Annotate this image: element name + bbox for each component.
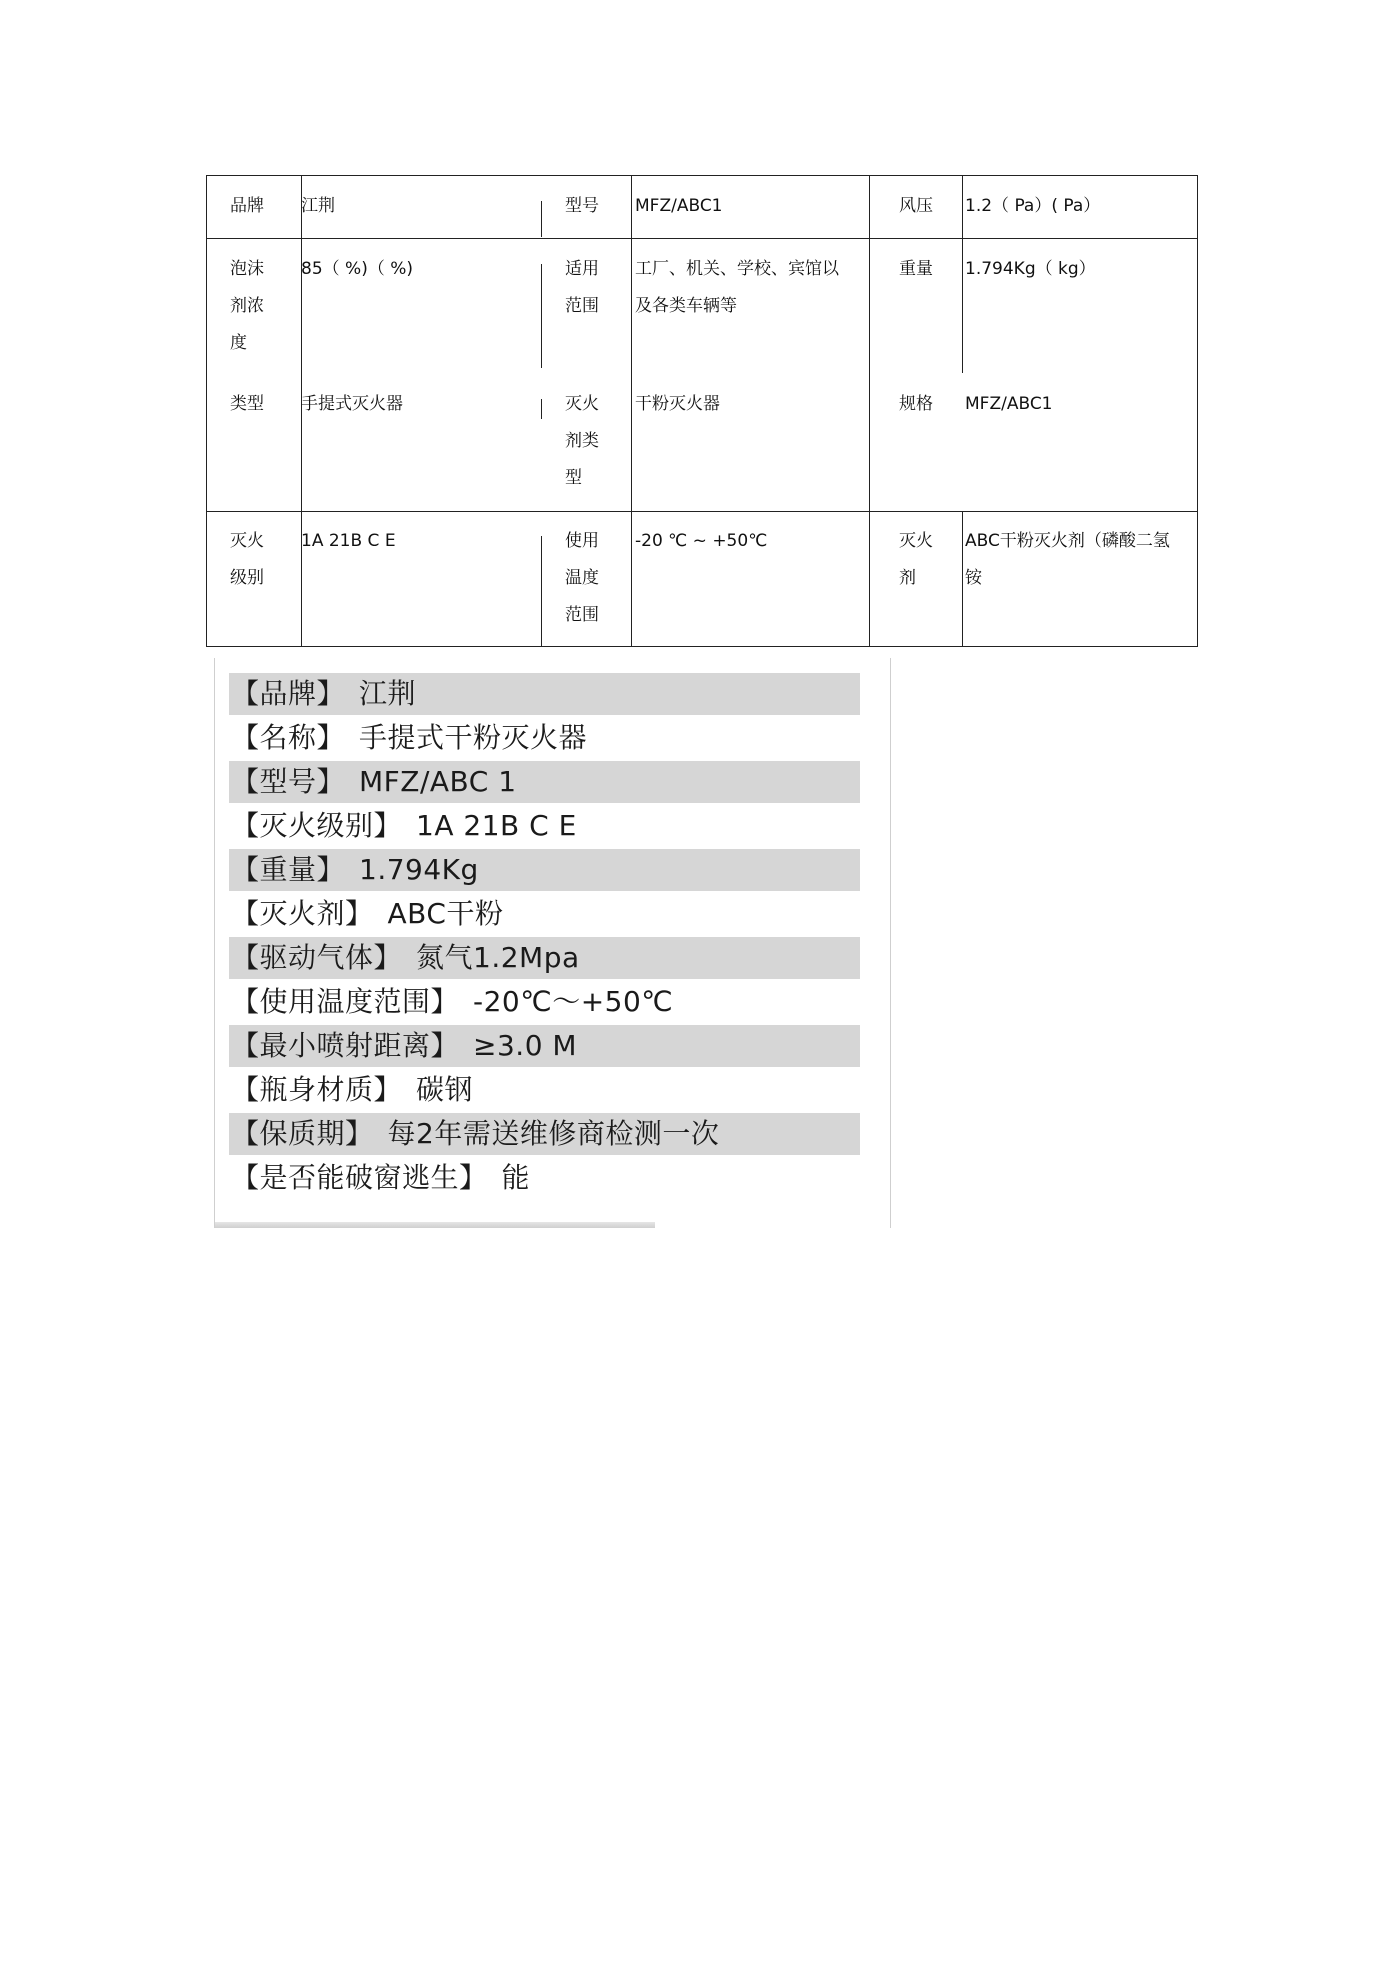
spec-value: 手提式干粉灭火器 bbox=[359, 721, 588, 754]
table-column-divider bbox=[631, 176, 632, 646]
spec-line-window-break bbox=[229, 1157, 860, 1199]
table-label: 重量 bbox=[899, 259, 933, 279]
spec-key: 【是否能破窗逃生】 bbox=[231, 1161, 488, 1194]
spec-line-warranty bbox=[229, 1113, 860, 1155]
table-value: 手提式灭火器 bbox=[301, 394, 403, 414]
spec-line-name bbox=[229, 717, 860, 759]
table-column-divider bbox=[962, 511, 963, 646]
spec-value: 每2年需送维修商检测一次 bbox=[387, 1117, 720, 1150]
spec-key: 【品牌】 bbox=[231, 677, 346, 710]
spec-key: 【型号】 bbox=[231, 765, 346, 798]
spec-line-range bbox=[229, 1025, 860, 1067]
table-value: -20 ℃ ~ +50℃ bbox=[635, 531, 768, 551]
spec-value: MFZ/ABC 1 bbox=[359, 765, 517, 798]
table-value: 1.2（ Pa）( Pa） bbox=[965, 196, 1101, 216]
table-value: 1.794Kg（ kg） bbox=[965, 259, 1096, 279]
spec-value: 1.794Kg bbox=[359, 853, 479, 886]
table-column-divider bbox=[541, 399, 542, 419]
spec-key: 【瓶身材质】 bbox=[231, 1073, 403, 1106]
table-value: 85（ %)（ %) bbox=[301, 259, 414, 279]
table-column-divider bbox=[541, 264, 542, 368]
spec-value: -20℃～+50℃ bbox=[473, 985, 674, 1018]
spec-key: 【重量】 bbox=[231, 853, 346, 886]
table-value: ABC干粉灭火剂（磷酸二氢铵 bbox=[965, 531, 1170, 588]
spec-key: 【名称】 bbox=[231, 721, 346, 754]
table-label: 灭火级别 bbox=[230, 531, 264, 588]
table-label: 品牌 bbox=[230, 196, 264, 216]
table-label: 类型 bbox=[230, 394, 264, 414]
table-label: 泡沫剂浓度 bbox=[230, 259, 264, 353]
spec-table bbox=[206, 175, 1198, 647]
table-value: 干粉灭火器 bbox=[635, 394, 720, 414]
spec-key: 【使用温度范围】 bbox=[231, 985, 460, 1018]
spec-value: 碳钢 bbox=[416, 1073, 474, 1106]
table-row-divider bbox=[207, 238, 1197, 239]
spec-value: 能 bbox=[501, 1161, 531, 1194]
table-label: 风压 bbox=[899, 196, 933, 216]
table-label: 适用范围 bbox=[565, 259, 599, 316]
spec-value: ABC干粉 bbox=[387, 897, 504, 930]
table-label: 灭火剂类型 bbox=[565, 394, 599, 488]
table-value: 江荆 bbox=[301, 196, 335, 216]
spec-line-weight bbox=[229, 849, 860, 891]
spec-key: 【驱动气体】 bbox=[231, 941, 403, 974]
spec-value: 氮气1.2Mpa bbox=[416, 941, 580, 974]
spec-value: 江荆 bbox=[359, 677, 417, 710]
table-value: 工厂、机关、学校、宾馆以及各类车辆等 bbox=[635, 259, 839, 316]
table-column-divider bbox=[541, 201, 542, 237]
spec-line-propellant bbox=[229, 937, 860, 979]
table-value: MFZ/ABC1 bbox=[965, 394, 1053, 414]
spec-line-material bbox=[229, 1069, 860, 1111]
spec-line-agent bbox=[229, 893, 860, 935]
spec-value: 1A 21B C E bbox=[416, 809, 577, 842]
table-row-divider bbox=[207, 511, 1197, 512]
table-value: 1A 21B C E bbox=[301, 531, 396, 551]
table-label: 规格 bbox=[899, 394, 933, 414]
spec-key: 【灭火级别】 bbox=[231, 809, 403, 842]
table-label: 灭火剂 bbox=[899, 531, 933, 588]
table-label: 型号 bbox=[565, 196, 599, 216]
spec-line-rating bbox=[229, 805, 860, 847]
table-column-divider bbox=[869, 176, 870, 646]
image-bottom-edge bbox=[215, 1222, 655, 1228]
table-column-divider bbox=[962, 238, 963, 373]
table-column-divider bbox=[541, 536, 542, 646]
product-spec-image bbox=[214, 658, 891, 1228]
spec-line-temperature bbox=[229, 981, 860, 1023]
spec-key: 【保质期】 bbox=[231, 1117, 374, 1150]
table-value: MFZ/ABC1 bbox=[635, 196, 723, 216]
spec-value: ≥3.0 M bbox=[473, 1029, 578, 1062]
table-column-divider bbox=[962, 176, 963, 238]
spec-line-brand bbox=[229, 673, 860, 715]
table-label: 使用温度范围 bbox=[565, 531, 599, 625]
spec-key: 【最小喷射距离】 bbox=[231, 1029, 460, 1062]
spec-line-model bbox=[229, 761, 860, 803]
spec-key: 【灭火剂】 bbox=[231, 897, 374, 930]
